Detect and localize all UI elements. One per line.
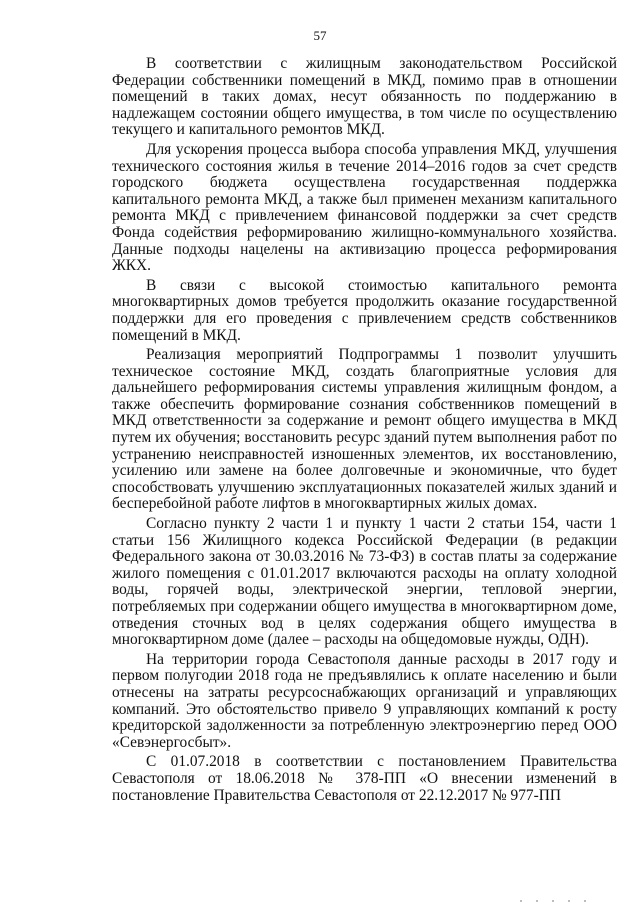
scan-artifact (520, 889, 620, 893)
page-number: 57 (313, 28, 327, 43)
paragraph-6: На территории города Севастополя данные расходы в 2017 году и первом полугодии 2018 года не предъявлялись к оплате населению и были отнесены на затраты ресурсоснабжающих организаций и управляющих компаний. Это обстоятельство привело 9 управляющих компаний к росту кредиторской задолженности за потребленную электроэнергию перед ООО «Севэнергосбыт». (112, 650, 617, 751)
paragraph-5: Согласно пункту 2 части 1 и пункту 1 части 2 статьи 154, части 1 статьи 156 Жилищного кодекса Российской Федерации (в редакции Федерального закона от 30.03.2016 № 73-ФЗ) в состав платы за содержание жилого помещения с 01.01.2017 включаются расходы на оплату холодной воды, горячей воды, электрической энергии, тепловой энергии, потребляемых при содержании общего имущества в многоквартирном доме, отведения сточных вод в целях содержания общего имущества в многоквартирном доме (далее – расходы на общедомовые нужды, ОДН). (112, 515, 617, 649)
paragraph-1: В соответствии с жилищным законодательством Российской Федерации собственники помещений в МКД, помимо прав в отношении помещений в таких домах, несут обязанность по поддержанию в надлежащем состоянии общего имущества, в том числе по осуществлению текущего и капитального ремонтов МКД. (112, 55, 617, 139)
paragraph-4: Реализация мероприятий Подпрограммы 1 позволит улучшить техническое состояние МКД, создать благоприятные условия для дальнейшего реформирования системы управления жилищным фондом, а также обеспечить формирование сознания собственников помещений в МКД ответственности за содержание и ремонт общего имущества в МКД путем их обучения; восстановить ресурс зданий путем выполнения работ по устранению неисправностей изношенных элементов, их восстановлению, усилению или замене на более долговечные и экономичные, что будет способствовать улучшению эксплуатационных показателей жилых зданий и бесперебойной работе лифтов в многоквартирных жилых домах. (112, 346, 617, 513)
paragraph-7: С 01.07.2018 в соответствии с постановлением Правительства Севастополя от 18.06.2018 № 378-ПП «О внесении изменений в постановление Правительства Севастополя от 22.12.2017 № 977-ПП (112, 753, 617, 804)
paragraph-2: Для ускорения процесса выбора способа управления МКД, улучшения технического состояния жилья в течение 2014–2016 годов за счет средств городского бюджета осуществлена государственная поддержка капитального ремонта МКД, а также был применен механизм капитального ремонта МКД с привлечением финансовой поддержки за счет средств Фонда содействия реформированию жилищно-коммунального хозяйства. Данные подходы нацелены на активизацию процесса реформирования ЖКХ. (112, 140, 617, 275)
paragraph-3: В связи с высокой стоимостью капитального ремонта многоквартирных домов требуется продолжить оказание государственной поддержки для его проведения с привлечением средств собственников помещений в МКД. (112, 276, 617, 344)
document-body (112, 56, 617, 804)
